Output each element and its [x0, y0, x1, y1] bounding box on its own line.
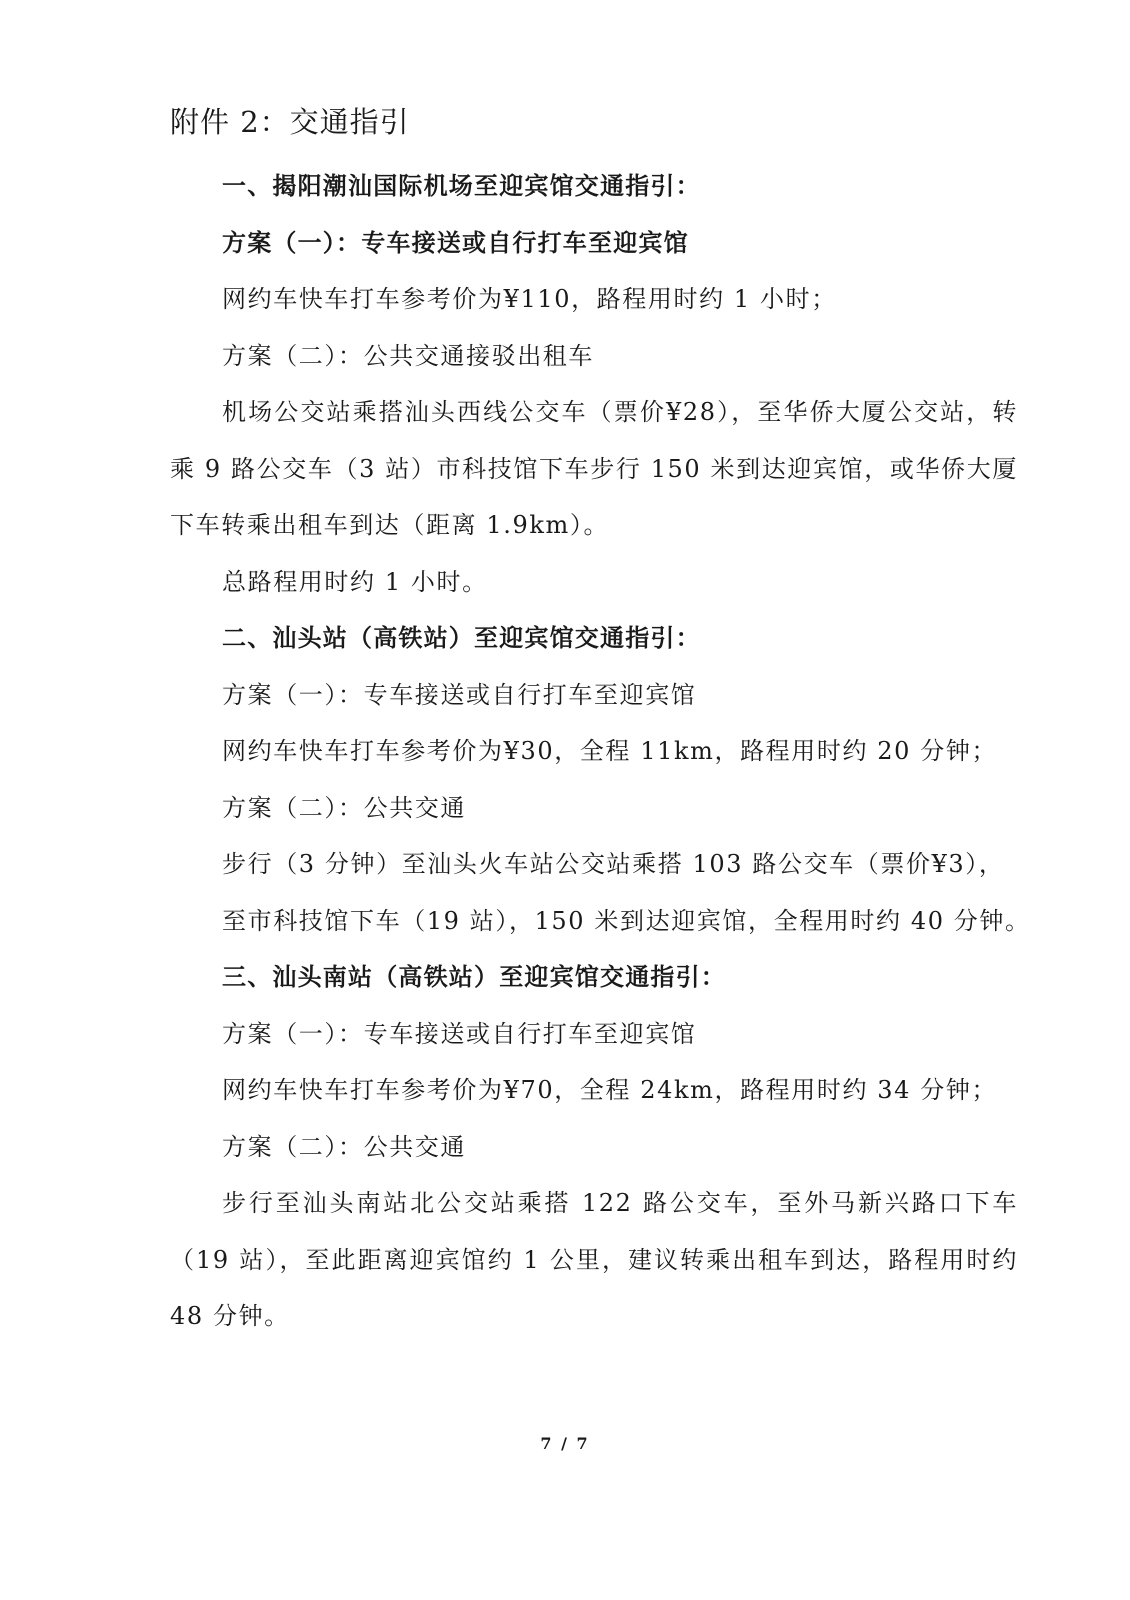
section-heading-shantou-south-station: 三、汕头南站（高铁站）至迎宾馆交通指引： — [222, 963, 726, 991]
plan-two-heading-airport: 方案（二）：公共交通接驳出租车 — [222, 341, 594, 370]
section-heading-shantou-station: 二、汕头站（高铁站）至迎宾馆交通指引： — [222, 624, 701, 652]
plan-one-heading-airport: 方案（一）：专车接送或自行打车至迎宾馆 — [222, 228, 689, 257]
paragraph: 网约车快车打车参考价为¥30，全程 11km，路程用时约 20 分钟； — [222, 737, 998, 765]
paragraph: 网约车快车打车参考价为¥110，路程用时约 1 小时； — [222, 285, 837, 313]
plan-two-heading-shantou-station: 方案（二）：公共交通 — [222, 793, 466, 822]
document-body — [170, 158, 1031, 1345]
plan-one-heading-shantou-station: 方案（一）：专车接送或自行打车至迎宾馆 — [222, 680, 697, 709]
paragraph: 总路程用时约 1 小时。 — [222, 567, 488, 596]
section-heading-airport: 一、揭阳潮汕国际机场至迎宾馆交通指引： — [222, 172, 701, 200]
paragraph: 步行至汕头南站北公交站乘搭 122 路公交车，至外马新兴路口下车（19 站），至此距离迎宾馆约 1 公里，建议转乘出租车到达，路程用时约 48 分钟。 — [170, 1189, 1018, 1330]
plan-one-heading-shantou-south-station: 方案（一）：专车接送或自行打车至迎宾馆 — [222, 1019, 697, 1048]
document-title: 附件 2：交通指引 — [170, 105, 410, 139]
paragraph: 至市科技馆下车（19 站），150 米到达迎宾馆，全程用时约 40 分钟。 — [222, 906, 1031, 935]
paragraph: 网约车快车打车参考价为¥70，全程 24km，路程用时约 34 分钟； — [222, 1076, 998, 1104]
page-number: 7 / 7 — [540, 1434, 590, 1453]
paragraph: 步行（3 分钟）至汕头火车站公交站乘搭 103 路公交车（票价¥3）， — [222, 850, 1005, 878]
paragraph: 机场公交站乘搭汕头西线公交车（票价¥28），至华侨大厦公交站，转乘 9 路公交车（3 站）市科技馆下车步行 150 米到达迎宾馆，或华侨大厦下车转乘出租车到达（距离 1.9km）。 — [170, 398, 1018, 539]
plan-two-heading-shantou-south-station: 方案（二）：公共交通 — [222, 1132, 466, 1161]
